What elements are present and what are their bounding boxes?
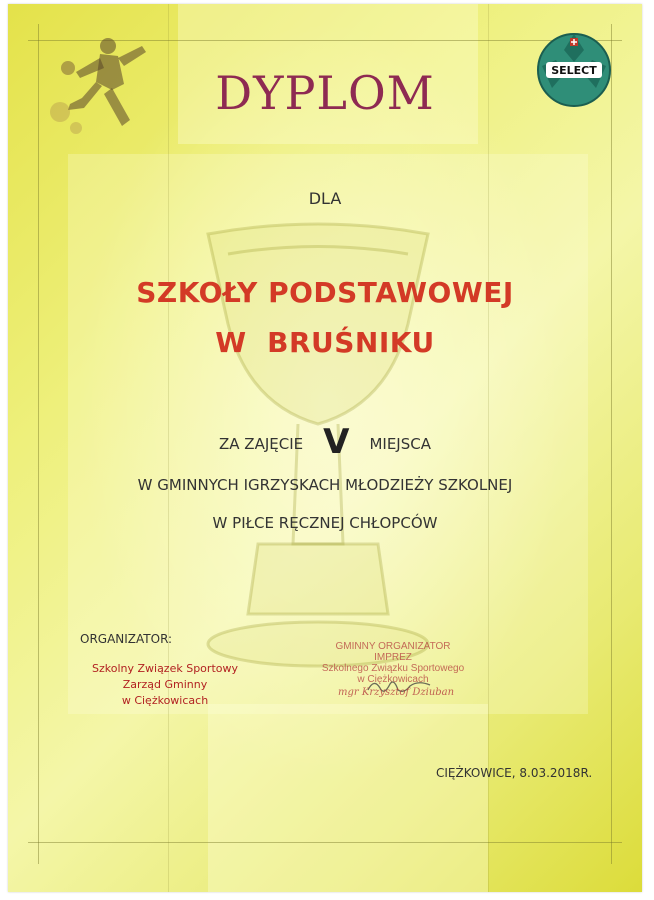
recipient-line-2: [8, 326, 642, 359]
stamp-line: GMINNY ORGANIZATOR IMPREZ: [335, 641, 451, 663]
organizer-line: w Ciężkowicach: [121, 694, 209, 707]
event-line-1: W GMINNYCH IGRZYSKACH MŁODZIEŻY SZKOLNEJ: [137, 476, 513, 494]
dla-label: DLA: [308, 189, 342, 208]
organizer-label: ORGANIZATOR:: [80, 632, 173, 646]
stamp-line: Szkolnego Związku Sportowego: [321, 663, 465, 674]
stamp-line: w Ciężkowicach: [357, 674, 429, 685]
organizer-line: Szkolny Związek Sportowy: [91, 662, 238, 675]
organizer-block: [80, 661, 250, 709]
logo-text: SELECT: [551, 64, 597, 77]
place-number: V: [323, 422, 350, 462]
recipient-line-2-text: W BRUŚNIKU: [215, 326, 435, 359]
recipient-line-1: SZKOŁY PODSTAWOWEJ: [136, 276, 514, 309]
organizer-line: Zarząd Gminny: [122, 678, 208, 691]
place-suffix: MIEJSCA: [369, 435, 431, 453]
frame-line: [28, 842, 622, 843]
diploma-title: DYPLOM: [215, 66, 435, 120]
event-line-2: W PIŁCE RĘCZNEJ CHŁOPCÓW: [212, 514, 438, 532]
diploma-sheet: [8, 4, 642, 892]
stamp-signature-name: mgr Krzysztof Dziuban: [338, 687, 455, 698]
place-prefix: ZA ZAJĘCIE: [219, 435, 304, 453]
place-row: [8, 422, 642, 462]
decor-block: [208, 704, 488, 892]
issue-date: CIĘŻKOWICE, 8.03.2018R.: [436, 766, 593, 780]
